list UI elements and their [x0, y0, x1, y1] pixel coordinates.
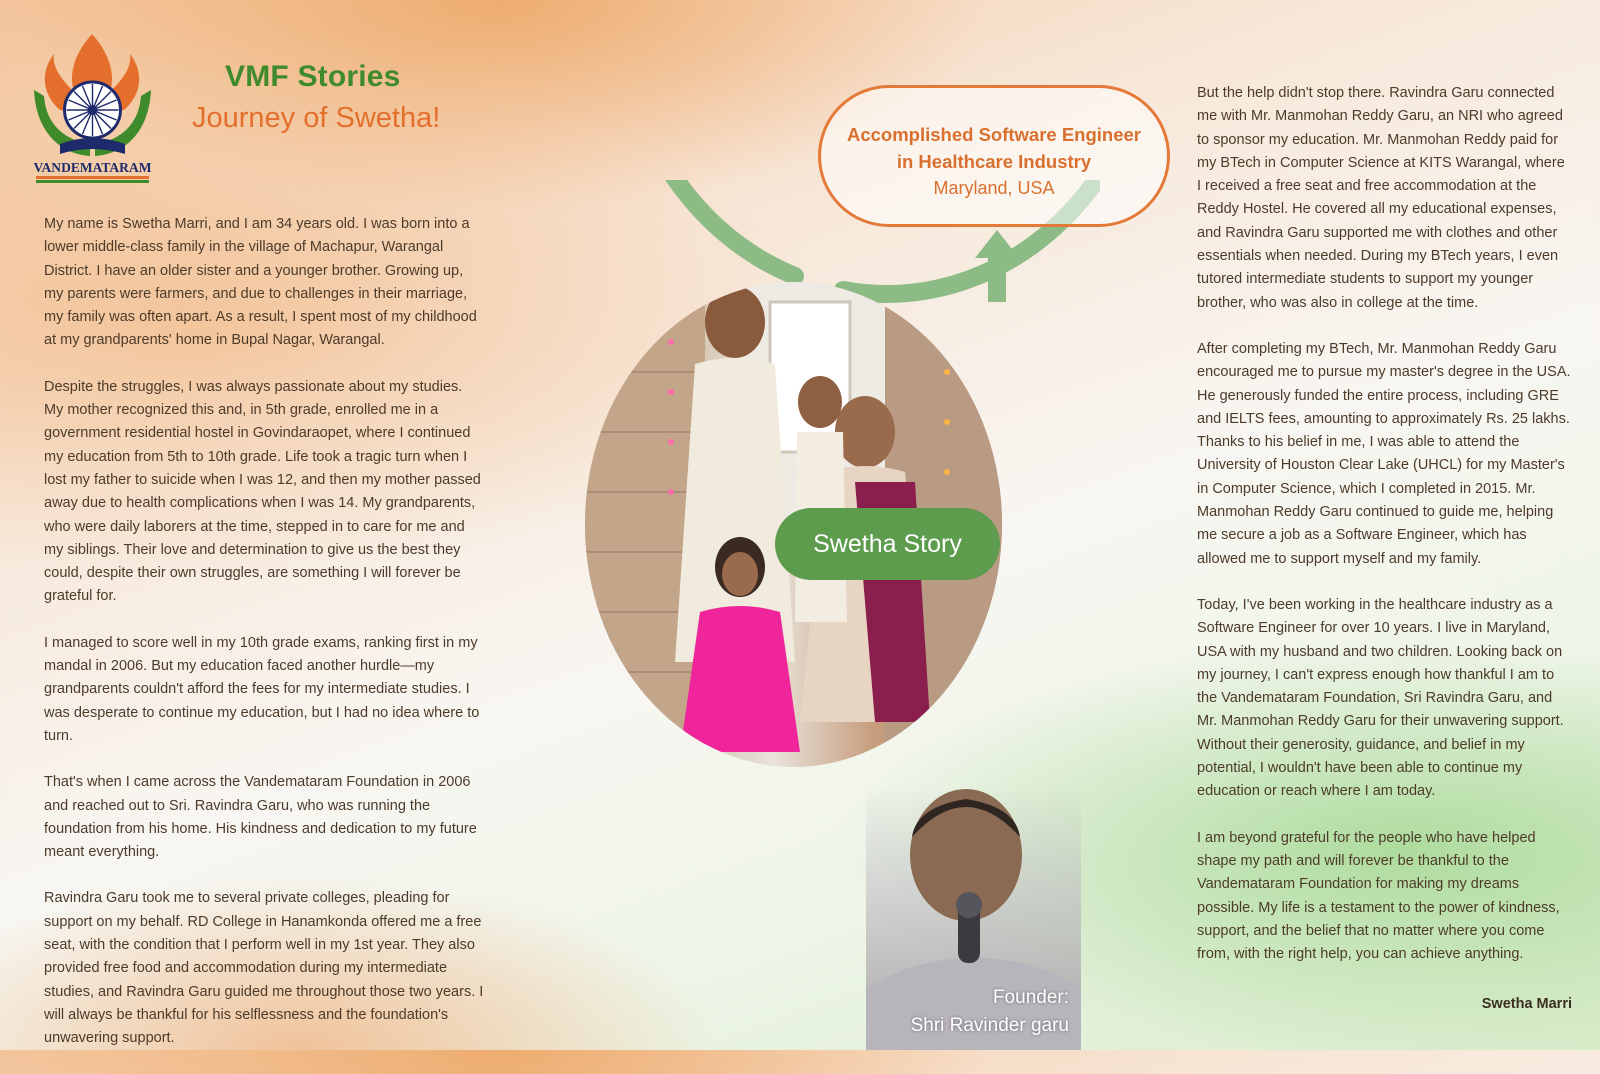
story-paragraph: Despite the struggles, I was always passionate about my studies. My mother recognized this and, in 5th grade, enrolled me in a government residential hostel in Govindaraopet, where I continued my education from 5th to 10th grade. Life took a tragic turn when I lost my father to suicide when I was 12, and then my mother passed away due to health complications when I was 14. My grandparents, who were daily laborers at the time, stepped in to care for me and my siblings. Their love and determination to give us the best they could, despite their own struggles, are something I will forever be grateful for.: [44, 378, 481, 605]
story-paragraph: I am beyond grateful for the people who have helped shape my path and will forever be thankful to the Vandemataram Foundation for making my dreams possible. My life is a testament to the power of kindness, support, and the belief that no matter where you come from, with the right help, you can achieve anything.: [1197, 829, 1560, 963]
achievement-badge: [818, 85, 1170, 227]
founder-photo: [866, 785, 1081, 1050]
page-subtitle: Journey of Swetha!: [192, 102, 441, 134]
founder-caption: [911, 984, 1069, 1040]
logo-text: VANDEMATARAM: [33, 160, 152, 175]
page-title: VMF Stories: [225, 60, 401, 93]
author-signature: Swetha Marri: [1481, 996, 1572, 1012]
founder-role: Founder:: [992, 987, 1069, 1008]
story-paragraph: Ravindra Garu took me to several private colleges, pleading for support on my behalf. RD College in Hanamkonda offered me a free seat, with the condition that I perform well in my 1st year. They also provided free food and accommodation during my intermediate studies, and Ravindra Garu guided me throughout those two years. I will always be thankful for his selflessness and the foundation's unwavering support.: [44, 890, 484, 1047]
story-paragraph: But the help didn't stop there. Ravindra Garu connected me with Mr. Manmohan Reddy Garu, an NRI who agreed to sponsor my education. Mr. Manmohan Reddy paid for my BTech in Computer Science at KITS Warangal, where I received a free seat and free accommodation at the Reddy Hostel. He covered all my educational expenses, and Ravindra Garu supported me with clothes and other essentials when needed. During my BTech years, I even tutored intermediate students to support my younger brother, who was also in college at the time.: [1197, 85, 1565, 311]
arrow-up-icon: [975, 230, 1019, 258]
achievement-title: Accomplished Software Engineer in Healthcare Industry: [846, 124, 1141, 172]
story-paragraph: Today, I've been working in the healthcare industry as a Software Engineer for over 10 years. I live in Maryland, USA with my husband and two children. Looking back on my journey, I can't express enough how thankful I am to the Vandemataram Foundation, Sri Ravindra Garu, and Mr. Manmohan Reddy Garu for their unwavering support. Without their generosity, guidance, and belief in my potential, I wouldn't have been able to continue my education or reach where I am today.: [1197, 596, 1564, 800]
story-paragraph: That's when I came across the Vandemataram Foundation in 2006 and reached out to Sri. Ravindra Garu, who was running the foundation from his home. His kindness and dedication to my future meant everything.: [44, 774, 477, 861]
story-right-column: [1197, 82, 1572, 989]
founder-name: Shri Ravinder garu: [910, 1015, 1069, 1036]
story-paragraph: After completing my BTech, Mr. Manmohan Reddy Garu encouraged me to pursue my master's degree in the USA. He generously funded the entire process, including GRE and IELTS fees, amounting to approximately Rs. 25 lakhs. Thanks to his belief in me, I was able to attend the University of Houston Clear Lake (UHCL) for my Master's in Computer Science, which I completed in 2015. Mr. Manmohan Reddy Garu continued to guide me, helping me secure a job as a Software Engineer, which has allowed me to support myself and my family.: [1197, 340, 1571, 567]
story-paragraph: My name is Swetha Marri, and I am 34 years old. I was born into a lower middle-class family in the village of Machapur, Warangal District. I have an older sister and a younger brother. Growing up, my parents were farmers, and due to challenges in their marriage, my family was often apart. As a result, I spent most of my childhood at my grandparents' home in Bupal Nagar, Warangal.: [44, 216, 477, 349]
story-paragraph: I managed to score well in my 10th grade exams, ranking first in my mandal in 2006. But my education faced another hurdle—my grandparents couldn't afford the fees for my intermediate studies. I was desperate to continue my education, but I had no idea where to turn.: [44, 634, 480, 744]
story-left-column: [44, 213, 484, 1074]
story-label-badge: Swetha Story: [775, 508, 1000, 580]
vandemataram-logo: [30, 32, 155, 187]
achievement-location: Maryland, USA: [933, 178, 1055, 198]
